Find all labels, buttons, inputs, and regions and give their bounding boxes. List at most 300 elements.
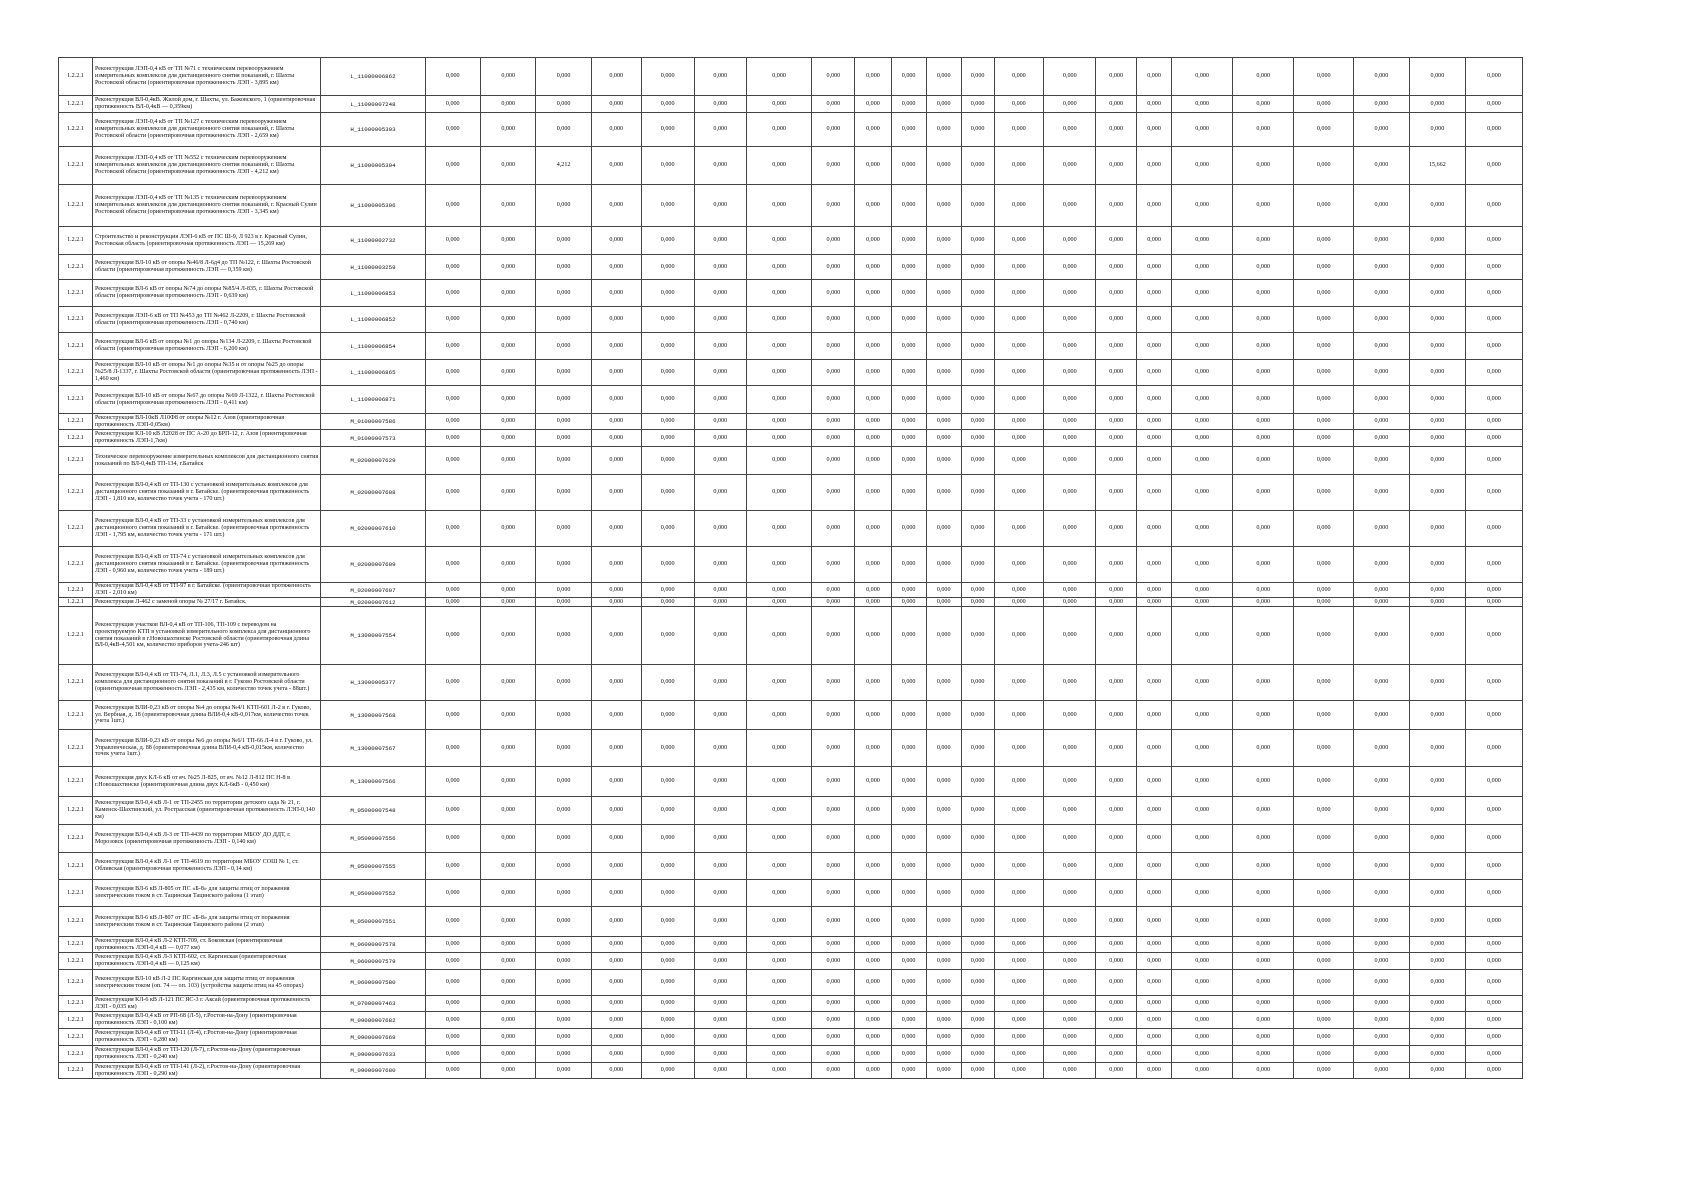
value-cell: 0,000 xyxy=(891,386,926,414)
value-cell: 0,000 xyxy=(480,96,535,113)
value-cell: 0,000 xyxy=(1096,607,1137,665)
value-cell: 0,000 xyxy=(480,58,535,96)
value-cell: 0,000 xyxy=(1409,701,1466,730)
value-cell: 0,000 xyxy=(855,1012,891,1029)
value-cell: 0,000 xyxy=(536,583,591,598)
value-cell: 0,000 xyxy=(480,185,535,227)
value-cell: 0,000 xyxy=(926,598,961,607)
value-cell: 0,000 xyxy=(746,1012,812,1029)
project-code: M_07000007463 xyxy=(321,996,425,1012)
value-cell: 0,000 xyxy=(480,1012,535,1029)
value-cell: 0,000 xyxy=(961,447,994,475)
row-number: 1.2.2.1 xyxy=(59,730,93,767)
value-cell: 0,000 xyxy=(891,907,926,937)
value-cell: 0,000 xyxy=(694,333,746,360)
project-code: H_13000005377 xyxy=(321,665,425,701)
value-cell: 0,000 xyxy=(891,227,926,255)
value-cell: 0,000 xyxy=(994,360,1044,386)
value-cell: 0,000 xyxy=(1294,797,1354,825)
value-cell: 0,000 xyxy=(1409,607,1466,665)
value-cell: 0,000 xyxy=(694,1046,746,1063)
value-cell: 0,000 xyxy=(1354,937,1409,953)
value-cell: 0,000 xyxy=(1409,475,1466,511)
value-cell: 0,000 xyxy=(1233,430,1294,447)
value-cell: 0,000 xyxy=(1409,996,1466,1012)
value-cell: 0,000 xyxy=(694,255,746,280)
value-cell: 0,000 xyxy=(1233,1029,1294,1046)
value-cell: 0,000 xyxy=(855,185,891,227)
value-cell: 0,000 xyxy=(1044,360,1096,386)
value-cell: 0,000 xyxy=(994,665,1044,701)
value-cell: 0,000 xyxy=(694,96,746,113)
value-cell: 0,000 xyxy=(926,853,961,880)
row-number: 1.2.2.1 xyxy=(59,333,93,360)
project-name: Реконструкция ВЛ-6 кВ Л-807 от ПС «Б-8» для защиты птиц от поражения электрическим током в ст. Тацинская Тацинского района (2 этап) xyxy=(92,907,321,937)
value-cell: 0,000 xyxy=(591,96,641,113)
value-cell: 0,000 xyxy=(1137,447,1172,475)
value-cell: 0,000 xyxy=(425,996,480,1012)
value-cell: 0,000 xyxy=(891,1012,926,1029)
value-cell: 0,000 xyxy=(1137,1029,1172,1046)
value-cell: 0,000 xyxy=(1233,853,1294,880)
value-cell: 0,000 xyxy=(591,1046,641,1063)
value-cell: 0,000 xyxy=(480,333,535,360)
value-cell: 0,000 xyxy=(1409,227,1466,255)
value-cell: 0,000 xyxy=(812,430,855,447)
value-cell: 0,000 xyxy=(1409,598,1466,607)
value-cell: 0,000 xyxy=(855,598,891,607)
value-cell: 0,000 xyxy=(536,447,591,475)
value-cell: 0,000 xyxy=(1409,414,1466,430)
value-cell: 0,000 xyxy=(746,825,812,853)
project-name: Реконструкция ЛЭП-0,4 кВ от ТП №127 с техническим перевооружением измерительных комплексов для дистанционного снятия показаний, г. Шахты Ростовской области (ориентировочная протяженность ЛЭП - 2,659 км) xyxy=(92,113,321,147)
value-cell: 0,000 xyxy=(961,185,994,227)
value-cell: 0,000 xyxy=(1137,58,1172,96)
row-number: 1.2.2.1 xyxy=(59,96,93,113)
value-cell: 0,000 xyxy=(891,730,926,767)
value-cell: 0,000 xyxy=(994,447,1044,475)
value-cell: 0,000 xyxy=(591,1029,641,1046)
value-cell: 0,000 xyxy=(641,185,694,227)
value-cell: 0,000 xyxy=(536,880,591,907)
value-cell: 0,000 xyxy=(1096,767,1137,797)
value-cell: 0,000 xyxy=(1466,1063,1523,1079)
value-cell: 0,000 xyxy=(1044,1046,1096,1063)
value-cell: 0,000 xyxy=(855,907,891,937)
row-number: 1.2.2.1 xyxy=(59,58,93,96)
value-cell: 0,000 xyxy=(1137,665,1172,701)
value-cell: 0,000 xyxy=(641,447,694,475)
value-cell: 0,000 xyxy=(591,280,641,307)
value-cell: 0,000 xyxy=(1096,953,1137,970)
value-cell: 0,000 xyxy=(480,280,535,307)
table-row xyxy=(59,937,1592,953)
value-cell: 0,000 xyxy=(1354,953,1409,970)
value-cell: 0,000 xyxy=(641,58,694,96)
value-cell: 0,000 xyxy=(591,953,641,970)
value-cell: 0,000 xyxy=(480,430,535,447)
value-cell: 0,000 xyxy=(961,360,994,386)
value-cell: 0,000 xyxy=(855,255,891,280)
value-cell: 0,000 xyxy=(536,547,591,583)
value-cell: 0,000 xyxy=(1233,386,1294,414)
value-cell: 0,000 xyxy=(694,1012,746,1029)
value-cell: 0,000 xyxy=(1096,414,1137,430)
project-code: M_13000007567 xyxy=(321,730,425,767)
value-cell: 0,000 xyxy=(1044,475,1096,511)
row-number: 1.2.2.1 xyxy=(59,953,93,970)
value-cell: 0,000 xyxy=(1294,447,1354,475)
value-cell: 0,000 xyxy=(1096,1029,1137,1046)
value-cell: 0,000 xyxy=(994,825,1044,853)
value-cell: 0,000 xyxy=(1233,825,1294,853)
value-cell: 0,000 xyxy=(641,511,694,547)
value-cell: 0,000 xyxy=(812,1012,855,1029)
value-cell: 0,000 xyxy=(746,307,812,333)
value-cell: 0,000 xyxy=(425,414,480,430)
value-cell: 0,000 xyxy=(480,665,535,701)
value-cell: 0,000 xyxy=(994,767,1044,797)
table-row xyxy=(59,907,1592,937)
value-cell: 0,000 xyxy=(1137,937,1172,953)
table-row xyxy=(59,767,1592,797)
value-cell: 0,000 xyxy=(536,360,591,386)
value-cell: 0,000 xyxy=(1409,96,1466,113)
value-cell: 0,000 xyxy=(1096,907,1137,937)
project-code: M_09000007682 xyxy=(321,1012,425,1029)
value-cell: 0,000 xyxy=(1409,386,1466,414)
value-cell: 0,000 xyxy=(812,58,855,96)
project-name: Реконструкция ВЛ-10 кВ от опоры №46/8 Л-6д4 до ТП №122, г. Шахты Ростовской области (ориентировочная протяженность ЛЭП — 0,359 км) xyxy=(92,255,321,280)
row-number: 1.2.2.1 xyxy=(59,583,93,598)
value-cell: 0,000 xyxy=(891,701,926,730)
value-cell: 0,000 xyxy=(891,185,926,227)
value-cell: 0,000 xyxy=(694,227,746,255)
value-cell: 0,000 xyxy=(1096,333,1137,360)
value-cell: 0,000 xyxy=(694,1063,746,1079)
value-cell: 0,000 xyxy=(994,386,1044,414)
value-cell: 0,000 xyxy=(1466,307,1523,333)
value-cell: 0,000 xyxy=(1294,996,1354,1012)
table-row xyxy=(59,880,1592,907)
value-cell: 0,000 xyxy=(926,360,961,386)
value-cell: 0,000 xyxy=(641,701,694,730)
value-cell: 0,000 xyxy=(641,1046,694,1063)
value-cell: 0,000 xyxy=(746,607,812,665)
value-cell: 0,000 xyxy=(425,307,480,333)
value-cell: 0,000 xyxy=(480,255,535,280)
project-code: M_02000007610 xyxy=(321,511,425,547)
value-cell: 0,000 xyxy=(480,1029,535,1046)
value-cell: 0,000 xyxy=(1137,970,1172,996)
value-cell: 0,000 xyxy=(746,414,812,430)
value-cell: 0,000 xyxy=(694,767,746,797)
value-cell: 0,000 xyxy=(1096,853,1137,880)
value-cell: 0,000 xyxy=(1044,386,1096,414)
value-cell: 0,000 xyxy=(926,1012,961,1029)
value-cell: 0,000 xyxy=(891,996,926,1012)
value-cell: 0,000 xyxy=(855,1046,891,1063)
value-cell: 0,000 xyxy=(641,547,694,583)
value-cell: 0,000 xyxy=(536,853,591,880)
value-cell: 0,000 xyxy=(1172,953,1233,970)
value-cell: 0,000 xyxy=(891,953,926,970)
value-cell: 0,000 xyxy=(536,113,591,147)
value-cell: 0,000 xyxy=(1294,825,1354,853)
value-cell: 0,000 xyxy=(1044,58,1096,96)
project-name: Реконструкция ВЛ-0,4 кВ Л-3 КТП-602, ст. Каргинская (ориентировочная протяженность ЛЭП-0,4 кВ — 0,125 км) xyxy=(92,953,321,970)
value-cell: 0,000 xyxy=(591,907,641,937)
value-cell: 0,000 xyxy=(425,797,480,825)
project-name: Реконструкция ВЛ-10 кВ от опоры №1 до опоры №35 и от опоры №25 до опоры №25/8 Л-1337, г. Шахты Ростовской области (ориентировочная протяженность ЛЭП - 1,460 км) xyxy=(92,360,321,386)
table-row xyxy=(59,113,1592,147)
project-name: Реконструкция ВЛ-0,4 кВ от ТП-130 с установкой измерительных комплексов для дистанционного снятия показаний в г. Батайске. (ориентировочная протяженность ЛЭП - 1,810 км, количество точек учета - 170 шт.) xyxy=(92,475,321,511)
value-cell: 0,000 xyxy=(480,607,535,665)
value-cell: 0,000 xyxy=(746,447,812,475)
value-cell: 0,000 xyxy=(1354,58,1409,96)
project-name: Реконструкция ВЛ-0,4 кВ Л-1 от ТП-4619 по территории МБОУ СОШ № 1, ст. Обливская (ориентировочная протяженность ЛЭП - 0,14 км) xyxy=(92,853,321,880)
value-cell: 0,000 xyxy=(694,970,746,996)
value-cell: 0,000 xyxy=(891,96,926,113)
value-cell: 0,000 xyxy=(1137,386,1172,414)
value-cell: 0,000 xyxy=(1096,797,1137,825)
row-number: 1.2.2.1 xyxy=(59,227,93,255)
value-cell: 0,000 xyxy=(746,280,812,307)
value-cell: 0,000 xyxy=(926,583,961,598)
value-cell: 0,000 xyxy=(694,797,746,825)
value-cell: 0,000 xyxy=(1466,255,1523,280)
value-cell: 0,000 xyxy=(926,953,961,970)
value-cell: 0,000 xyxy=(1409,547,1466,583)
project-code: L_11000007248 xyxy=(321,96,425,113)
value-cell: 0,000 xyxy=(926,701,961,730)
value-cell: 0,000 xyxy=(694,825,746,853)
value-cell: 0,000 xyxy=(1044,907,1096,937)
value-cell: 0,000 xyxy=(1137,598,1172,607)
value-cell: 0,000 xyxy=(1294,96,1354,113)
row-number: 1.2.2.1 xyxy=(59,430,93,447)
value-cell: 0,000 xyxy=(1354,767,1409,797)
project-code: M_13000007568 xyxy=(321,701,425,730)
value-cell: 0,000 xyxy=(746,113,812,147)
table-row xyxy=(59,797,1592,825)
value-cell: 0,000 xyxy=(1354,414,1409,430)
value-cell: 0,000 xyxy=(1096,113,1137,147)
value-cell: 0,000 xyxy=(1354,1063,1409,1079)
value-cell: 0,000 xyxy=(891,430,926,447)
value-cell: 0,000 xyxy=(536,255,591,280)
value-cell: 0,000 xyxy=(694,414,746,430)
value-cell: 0,000 xyxy=(1294,607,1354,665)
value-cell: 0,000 xyxy=(1354,907,1409,937)
value-cell: 0,000 xyxy=(591,113,641,147)
value-cell: 0,000 xyxy=(641,767,694,797)
value-cell: 0,000 xyxy=(961,730,994,767)
value-cell: 0,000 xyxy=(1172,825,1233,853)
value-cell: 0,000 xyxy=(855,880,891,907)
value-cell: 0,000 xyxy=(1354,880,1409,907)
value-cell: 0,000 xyxy=(812,147,855,185)
value-cell: 0,000 xyxy=(1233,307,1294,333)
value-cell: 0,000 xyxy=(1137,880,1172,907)
value-cell: 0,000 xyxy=(694,307,746,333)
value-cell: 0,000 xyxy=(812,386,855,414)
value-cell: 0,000 xyxy=(855,147,891,185)
value-cell: 0,000 xyxy=(812,414,855,430)
value-cell: 0,000 xyxy=(536,953,591,970)
value-cell: 0,000 xyxy=(891,255,926,280)
value-cell: 0,000 xyxy=(1233,996,1294,1012)
value-cell: 0,000 xyxy=(641,386,694,414)
project-name: Реконструкция ВЛ-0,4 кВ от РП-68 (Л-5), г.Ростов-на-Дону (ориентировочная протяженность ЛЭП - 0,100 км) xyxy=(92,1012,321,1029)
value-cell: 0,000 xyxy=(641,853,694,880)
project-name: Реконструкция ВЛ-10 кВ от опоры №67 до опоры №69 Л-1322, г. Шахты Ростовской области (ориентировочная протяженность ЛЭП - 0,411 км) xyxy=(92,386,321,414)
value-cell: 0,000 xyxy=(1233,607,1294,665)
value-cell: 0,000 xyxy=(1044,113,1096,147)
value-cell: 0,000 xyxy=(812,730,855,767)
value-cell: 0,000 xyxy=(641,1029,694,1046)
project-name: Реконструкция ВЛ-0,4 кВ от ТП-74, Л.1, Л.3, Л.5 с установкой измерительного комплекса для дистанционного снятия показаний в г. Гуково Ростовской области (ориентировочная протяженность ЛЭП - 2,435 км, количество точек учета - 88шт.) xyxy=(92,665,321,701)
project-name: Реконструкция ВЛ-0,4кВ. Жилой дом, г. Шахты, ул. Бажовского, 1 (ориентировочная протяженность ВЛ-0,4кВ — 0,359км) xyxy=(92,96,321,113)
value-cell: 0,000 xyxy=(961,96,994,113)
value-cell: 0,000 xyxy=(812,255,855,280)
value-cell: 0,000 xyxy=(961,853,994,880)
table-row xyxy=(59,414,1592,430)
value-cell: 0,000 xyxy=(1096,185,1137,227)
table-row xyxy=(59,430,1592,447)
value-cell: 0,000 xyxy=(641,907,694,937)
value-cell: 0,000 xyxy=(1466,970,1523,996)
value-cell: 0,000 xyxy=(641,475,694,511)
table-row xyxy=(59,853,1592,880)
value-cell: 0,000 xyxy=(1354,333,1409,360)
value-cell: 0,000 xyxy=(1233,58,1294,96)
value-cell: 0,000 xyxy=(641,414,694,430)
value-cell: 0,000 xyxy=(1294,475,1354,511)
value-cell: 0,000 xyxy=(746,907,812,937)
project-code: H_11000005306 xyxy=(321,185,425,227)
value-cell: 0,000 xyxy=(994,280,1044,307)
value-cell: 0,000 xyxy=(694,996,746,1012)
value-cell: 0,000 xyxy=(1294,333,1354,360)
value-cell: 0,000 xyxy=(812,307,855,333)
value-cell: 0,000 xyxy=(1233,475,1294,511)
row-number: 1.2.2.1 xyxy=(59,665,93,701)
value-cell: 0,000 xyxy=(994,307,1044,333)
value-cell: 0,000 xyxy=(1172,113,1233,147)
project-name: Реконструкция ВЛ-0,4 кВ от ТП-120 (Л-7), г.Ростов-на-Дону (ориентировочная протяженность ЛЭП - 0,240 км) xyxy=(92,1046,321,1063)
value-cell: 0,000 xyxy=(1044,701,1096,730)
value-cell: 0,000 xyxy=(641,255,694,280)
value-cell: 0,000 xyxy=(1137,547,1172,583)
value-cell: 0,000 xyxy=(926,96,961,113)
value-cell: 0,000 xyxy=(961,1012,994,1029)
value-cell: 0,000 xyxy=(1294,147,1354,185)
value-cell: 0,000 xyxy=(1172,307,1233,333)
value-cell: 0,000 xyxy=(1294,583,1354,598)
value-cell: 0,000 xyxy=(994,96,1044,113)
value-cell: 0,000 xyxy=(1096,147,1137,185)
value-cell: 0,000 xyxy=(746,58,812,96)
value-cell: 0,000 xyxy=(591,547,641,583)
value-cell: 0,000 xyxy=(536,825,591,853)
project-name: Реконструкция ЛЭП-0,4 кВ от ТП №552 с техническим перевооружением измерительных комплексов для дистанционного снятия показаний, г. Шахты Ростовской области (ориентировочная протяженность ЛЭП - 4,212 км) xyxy=(92,147,321,185)
value-cell: 0,000 xyxy=(1096,970,1137,996)
value-cell: 0,000 xyxy=(1172,147,1233,185)
value-cell: 0,000 xyxy=(480,475,535,511)
value-cell: 0,000 xyxy=(1294,547,1354,583)
table-row xyxy=(59,665,1592,701)
value-cell: 0,000 xyxy=(812,1063,855,1079)
value-cell: 0,000 xyxy=(1409,937,1466,953)
value-cell: 0,000 xyxy=(1466,414,1523,430)
table-row xyxy=(59,1029,1592,1046)
value-cell: 0,000 xyxy=(591,58,641,96)
value-cell: 0,000 xyxy=(641,113,694,147)
value-cell: 0,000 xyxy=(1233,701,1294,730)
value-cell: 0,000 xyxy=(1172,280,1233,307)
value-cell: 0,000 xyxy=(746,937,812,953)
value-cell: 0,000 xyxy=(961,797,994,825)
value-cell: 0,000 xyxy=(641,730,694,767)
value-cell: 0,000 xyxy=(746,730,812,767)
value-cell: 0,000 xyxy=(812,447,855,475)
value-cell: 0,000 xyxy=(480,907,535,937)
value-cell: 0,000 xyxy=(1466,953,1523,970)
value-cell: 0,000 xyxy=(425,1029,480,1046)
value-cell: 0,000 xyxy=(641,797,694,825)
value-cell: 0,000 xyxy=(994,255,1044,280)
value-cell: 0,000 xyxy=(855,386,891,414)
row-number: 1.2.2.1 xyxy=(59,1029,93,1046)
value-cell: 0,000 xyxy=(994,937,1044,953)
row-number: 1.2.2.1 xyxy=(59,475,93,511)
value-cell: 0,000 xyxy=(855,360,891,386)
value-cell: 0,000 xyxy=(1294,730,1354,767)
value-cell: 0,000 xyxy=(1354,307,1409,333)
value-cell: 0,000 xyxy=(425,333,480,360)
value-cell: 0,000 xyxy=(855,825,891,853)
value-cell: 0,000 xyxy=(425,511,480,547)
value-cell: 0,000 xyxy=(1137,307,1172,333)
value-cell: 0,000 xyxy=(1096,996,1137,1012)
value-cell: 0,000 xyxy=(480,1063,535,1079)
value-cell: 0,000 xyxy=(1233,1012,1294,1029)
value-cell: 0,000 xyxy=(536,58,591,96)
value-cell: 0,000 xyxy=(591,447,641,475)
value-cell: 0,000 xyxy=(926,970,961,996)
value-cell: 0,000 xyxy=(536,607,591,665)
value-cell: 0,000 xyxy=(746,996,812,1012)
value-cell: 0,000 xyxy=(591,147,641,185)
value-cell: 0,000 xyxy=(926,430,961,447)
project-code: M_02000007612 xyxy=(321,598,425,607)
value-cell: 0,000 xyxy=(1096,1012,1137,1029)
value-cell: 0,000 xyxy=(1354,853,1409,880)
value-cell: 0,000 xyxy=(1409,953,1466,970)
value-cell: 0,000 xyxy=(1233,1063,1294,1079)
value-cell: 0,000 xyxy=(926,825,961,853)
value-cell: 0,000 xyxy=(961,1063,994,1079)
value-cell: 0,000 xyxy=(425,607,480,665)
value-cell: 0,000 xyxy=(994,598,1044,607)
value-cell: 0,000 xyxy=(480,583,535,598)
value-cell: 0,000 xyxy=(641,583,694,598)
value-cell: 0,000 xyxy=(1233,583,1294,598)
value-cell: 0,000 xyxy=(536,701,591,730)
value-cell: 0,000 xyxy=(1137,1046,1172,1063)
value-cell: 0,000 xyxy=(926,607,961,665)
